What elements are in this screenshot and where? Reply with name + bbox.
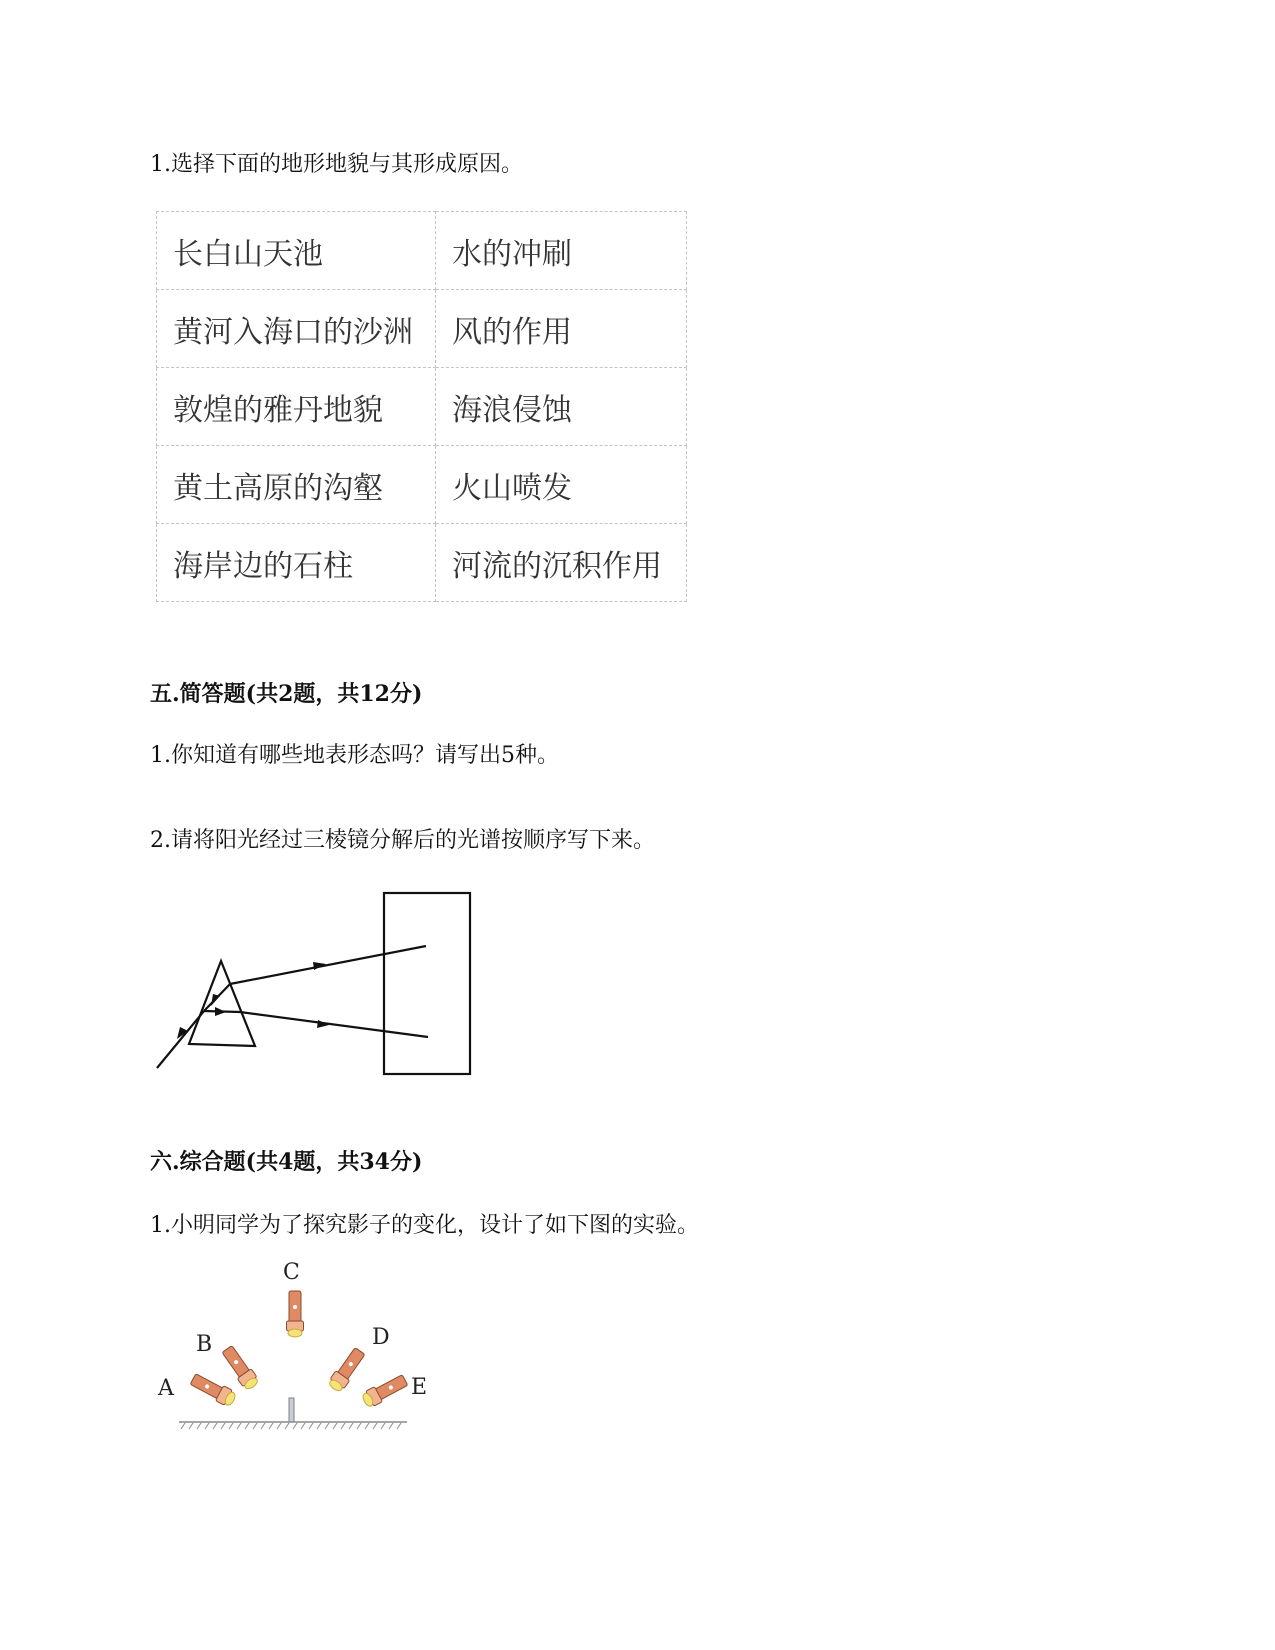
cause-cell: 火山喷发 bbox=[436, 446, 687, 524]
cause-cell: 海浪侵蚀 bbox=[436, 368, 687, 446]
flashlight-label-e: E bbox=[411, 1375, 428, 1400]
flashlight-label-d: D bbox=[372, 1325, 390, 1350]
flashlight-e-icon bbox=[360, 1372, 409, 1409]
landform-cell: 海岸边的石柱 bbox=[157, 524, 436, 602]
table-row bbox=[157, 212, 687, 290]
short-answer-question-2: 2.请将阳光经过三棱镜分解后的光谱按顺序写下来。 bbox=[150, 828, 655, 853]
landform-cell: 黄河入海口的沙洲 bbox=[157, 290, 436, 368]
landform-cell: 敦煌的雅丹地貌 bbox=[157, 368, 436, 446]
cause-cell: 河流的沉积作用 bbox=[436, 524, 687, 602]
cause-cell: 水的冲刷 bbox=[436, 212, 687, 290]
ground-surface bbox=[179, 1422, 407, 1429]
prism-icon bbox=[189, 961, 255, 1046]
refracted-light-ray-upper bbox=[230, 946, 426, 984]
arrowhead-icon bbox=[211, 994, 220, 1006]
section-heading-short-answer: 五.简答题(共2题，共12分) bbox=[150, 681, 423, 707]
flashlight-a-icon bbox=[189, 1371, 238, 1408]
upright-stick bbox=[289, 1398, 294, 1422]
flashlight-b-icon bbox=[220, 1344, 260, 1391]
arrowhead-icon bbox=[215, 1007, 226, 1016]
short-answer-question-1: 1.你知道有哪些地表形态吗？请写出5种。 bbox=[150, 743, 559, 768]
refracted-light-ray-lower bbox=[240, 1012, 428, 1037]
flashlight-label-c: C bbox=[283, 1260, 300, 1285]
cause-cell: 风的作用 bbox=[436, 290, 687, 368]
table-row bbox=[157, 290, 687, 368]
table-row bbox=[157, 524, 687, 602]
shadow-experiment-diagram bbox=[155, 1255, 455, 1435]
incoming-light-ray bbox=[157, 1011, 204, 1068]
flashlight-label-b: B bbox=[196, 1332, 213, 1357]
comprehensive-question-1: 1.小明同学为了探究影子的变化，设计了如下图的实验。 bbox=[150, 1213, 699, 1238]
matching-question: 1.选择下面的地形地貌与其形成原因。 bbox=[150, 152, 523, 177]
table-row bbox=[157, 368, 687, 446]
section-heading-comprehensive: 六.综合题(共4题，共34分) bbox=[150, 1149, 423, 1175]
landform-cell: 长白山天池 bbox=[157, 212, 436, 290]
flashlight-d-icon bbox=[327, 1346, 367, 1393]
landform-cell: 黄土高原的沟壑 bbox=[157, 446, 436, 524]
flashlight-label-a: A bbox=[158, 1376, 174, 1401]
landform-matching-table bbox=[156, 211, 687, 602]
screen-icon bbox=[384, 893, 470, 1074]
table-row bbox=[157, 446, 687, 524]
prism-spectrum-diagram bbox=[150, 880, 480, 1080]
flashlight-c-icon bbox=[287, 1291, 304, 1337]
